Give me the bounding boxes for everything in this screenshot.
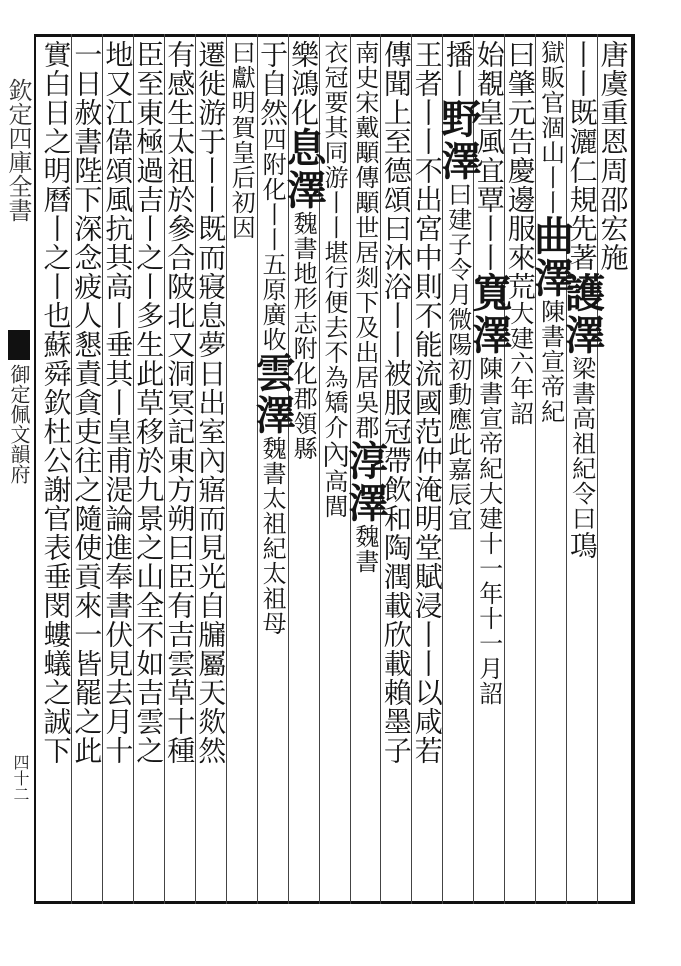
text-segment: 陳書宣帝紀 bbox=[536, 299, 565, 424]
text-column bbox=[163, 40, 197, 900]
text-segment: 丨丨既灑仁規先著 bbox=[565, 40, 599, 272]
text-segment: 魏書 bbox=[350, 524, 379, 574]
text-segment: 內 bbox=[318, 440, 351, 469]
headword: 護澤 bbox=[558, 272, 606, 356]
text-column bbox=[434, 40, 482, 900]
text-segment: 曰獻明賀皇后初因 bbox=[227, 40, 256, 240]
text-column bbox=[249, 40, 297, 900]
text-segment: 南史宋戴顒傳顒世居剡下及出居吳郡 bbox=[350, 40, 379, 440]
text-segment: 曰肇元告慶邊服來荒 bbox=[503, 40, 537, 301]
text-segment: 一日赦書陛下深念疲人懇責貪吏往之隨使貢來一皆罷之此 bbox=[70, 40, 104, 765]
spine-margin bbox=[0, 34, 36, 904]
page-number: 四十二 bbox=[11, 754, 30, 802]
text-column bbox=[527, 40, 575, 900]
text-segment: 獄販官涸山丨丨 bbox=[536, 40, 565, 215]
text-segment: 樂鴻化 bbox=[287, 40, 321, 127]
text-segment: 四附化丨丨五原廣收 bbox=[258, 127, 287, 352]
text-column bbox=[41, 40, 71, 900]
text-segment: 大建六年詔 bbox=[505, 301, 534, 426]
text-segment: 地又江偉頌風抗其高丨垂其丨皇甫湜論進奉書伏見去月十 bbox=[101, 40, 135, 765]
text-segment: 高閭 bbox=[320, 469, 348, 519]
text-segment: 王者丨丨不出宮中則不能流國范仲淹明堂賦浸丨丨以咸若 bbox=[410, 40, 444, 765]
text-column bbox=[341, 40, 389, 900]
text-segment: 始覩皇風宜覃丨丨 bbox=[472, 40, 506, 272]
text-column bbox=[412, 40, 442, 900]
text-column bbox=[280, 40, 328, 900]
text-segment: 衣冠要其同游丨丨堪行便去不為矯介 bbox=[320, 40, 348, 440]
text-segment: 陳書宣帝紀大建十一年十一月詔 bbox=[474, 356, 503, 706]
text-segment: 播丨 bbox=[441, 40, 475, 98]
text-segment: 傳聞上至德頌曰沐浴丨丨被服冠帶飲和陶潤載欣載賴墨子 bbox=[379, 40, 413, 765]
text-segment: 唐虞重恩周邵宏施 bbox=[596, 40, 630, 272]
text-column bbox=[101, 40, 135, 900]
text-column bbox=[558, 40, 606, 900]
text-segment: 有感生太祖於參合陂北又洞冥記東方朔曰臣有吉雲草十種 bbox=[163, 40, 197, 765]
headword: 淳澤 bbox=[341, 440, 389, 524]
text-segment: 魏書太祖紀太祖母 bbox=[258, 436, 287, 636]
book-title: 御定佩文韻府 bbox=[7, 364, 31, 484]
headword: 曲澤 bbox=[527, 215, 575, 299]
text-column bbox=[226, 40, 256, 900]
headword: 野澤 bbox=[434, 98, 482, 182]
text-segment: 于自然 bbox=[256, 40, 290, 127]
text-segment: 臣至東極過吉丨之丨多生此草移於九景之山全不如吉雲之 bbox=[132, 40, 166, 765]
collection-title: 欽定四庫全書 bbox=[4, 78, 32, 222]
fishtail-mark bbox=[8, 330, 30, 360]
text-column bbox=[598, 40, 628, 900]
text-segment: 實白日之明曆丨之丨也蘇舜欽杜公謝官表垂閔螻蟻之誠下 bbox=[39, 40, 73, 765]
text-segment: 梁書高祖紀令曰 bbox=[567, 356, 596, 531]
text-column bbox=[70, 40, 104, 900]
headword: 寬澤 bbox=[465, 272, 513, 356]
text-segment: 曰建子令月微陽初動應此嘉辰宜 bbox=[443, 182, 472, 532]
text-segment: 遷徙游于丨丨既而寢息夢日出室內寤而見光自牖屬天欻然 bbox=[194, 40, 228, 765]
text-segment: 䲨 bbox=[565, 531, 599, 560]
text-column bbox=[194, 40, 228, 900]
text-column bbox=[132, 40, 166, 900]
text-column bbox=[505, 40, 535, 900]
headword: 息澤 bbox=[280, 127, 328, 211]
headword: 雲澤 bbox=[249, 352, 297, 436]
text-segment: 魏書地形志附化郡領縣 bbox=[289, 211, 318, 461]
